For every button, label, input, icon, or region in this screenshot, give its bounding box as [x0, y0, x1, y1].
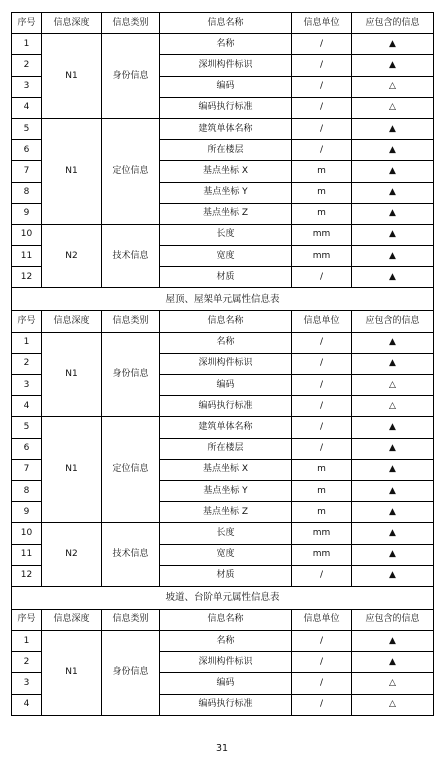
table-row [12, 34, 434, 55]
row-number: 3 [12, 375, 42, 396]
row-number: 12 [12, 267, 42, 288]
info-required: ▲ [352, 544, 434, 565]
info-unit: m [292, 182, 352, 203]
info-required: ▲ [352, 565, 434, 586]
info-unit: / [292, 673, 352, 694]
info-unit: mm [292, 523, 352, 544]
header-no: 序号 [12, 311, 42, 332]
header-required: 应包含的信息 [352, 13, 434, 34]
info-required: ▲ [352, 480, 434, 501]
info-required: ▲ [352, 55, 434, 76]
info-depth: N1 [42, 118, 102, 224]
row-number: 9 [12, 203, 42, 224]
info-depth: N2 [42, 224, 102, 288]
info-required: ▲ [352, 523, 434, 544]
info-required: ▲ [352, 140, 434, 161]
info-name: 建筑单体名称 [160, 417, 292, 438]
header-no: 序号 [12, 13, 42, 34]
info-unit: / [292, 565, 352, 586]
info-name: 基点坐标 Y [160, 480, 292, 501]
table-row [12, 224, 434, 245]
info-unit: m [292, 459, 352, 480]
info-required: ▲ [352, 502, 434, 523]
info-required: ▲ [352, 459, 434, 480]
header-category: 信息类别 [102, 609, 160, 630]
section-title-row [12, 586, 434, 609]
header-unit: 信息单位 [292, 609, 352, 630]
attribute-info-table [11, 12, 434, 716]
row-number: 7 [12, 459, 42, 480]
row-number: 10 [12, 523, 42, 544]
info-required: ▲ [352, 631, 434, 652]
info-unit: / [292, 396, 352, 417]
info-required: ▲ [352, 353, 434, 374]
info-name: 编码 [160, 76, 292, 97]
info-required: △ [352, 76, 434, 97]
info-unit: / [292, 76, 352, 97]
row-number: 6 [12, 438, 42, 459]
row-number: 4 [12, 97, 42, 118]
info-name: 深圳构件标识 [160, 652, 292, 673]
info-required: ▲ [352, 203, 434, 224]
info-name: 长度 [160, 224, 292, 245]
info-unit: / [292, 97, 352, 118]
table-body [12, 13, 434, 716]
info-unit: / [292, 353, 352, 374]
info-unit: m [292, 161, 352, 182]
header-depth: 信息深度 [42, 609, 102, 630]
info-unit: / [292, 417, 352, 438]
info-name: 编码 [160, 375, 292, 396]
header-category: 信息类别 [102, 311, 160, 332]
table-row [12, 417, 434, 438]
row-number: 7 [12, 161, 42, 182]
info-name: 基点坐标 Z [160, 502, 292, 523]
header-row [12, 609, 434, 630]
info-required: △ [352, 375, 434, 396]
info-required: ▲ [352, 34, 434, 55]
info-name: 名称 [160, 631, 292, 652]
header-name: 信息名称 [160, 13, 292, 34]
info-required: ▲ [352, 118, 434, 139]
info-name: 基点坐标 Z [160, 203, 292, 224]
row-number: 1 [12, 332, 42, 353]
info-unit: / [292, 652, 352, 673]
row-number: 12 [12, 565, 42, 586]
info-name: 名称 [160, 332, 292, 353]
info-category: 技术信息 [102, 523, 160, 587]
info-name: 深圳构件标识 [160, 353, 292, 374]
header-row [12, 311, 434, 332]
header-no: 序号 [12, 609, 42, 630]
info-name: 深圳构件标识 [160, 55, 292, 76]
info-name: 所在楼层 [160, 140, 292, 161]
info-required: ▲ [352, 182, 434, 203]
page-number: 31 [215, 743, 229, 754]
info-required: △ [352, 97, 434, 118]
info-unit: mm [292, 544, 352, 565]
section-title: 屋顶、屋架单元属性信息表 [12, 288, 434, 311]
header-depth: 信息深度 [42, 311, 102, 332]
row-number: 8 [12, 182, 42, 203]
row-number: 5 [12, 118, 42, 139]
info-unit: m [292, 480, 352, 501]
info-name: 基点坐标 X [160, 459, 292, 480]
info-unit: m [292, 203, 352, 224]
info-required: △ [352, 694, 434, 715]
info-required: ▲ [352, 224, 434, 245]
info-name: 长度 [160, 523, 292, 544]
info-required: ▲ [352, 246, 434, 267]
row-number: 10 [12, 224, 42, 245]
info-unit: mm [292, 246, 352, 267]
info-name: 编码执行标准 [160, 396, 292, 417]
info-required: ▲ [352, 438, 434, 459]
row-number: 1 [12, 631, 42, 652]
info-required: △ [352, 673, 434, 694]
header-row [12, 13, 434, 34]
info-unit: / [292, 267, 352, 288]
info-category: 身份信息 [102, 631, 160, 716]
info-name: 编码 [160, 673, 292, 694]
info-category: 定位信息 [102, 118, 160, 224]
header-unit: 信息单位 [292, 13, 352, 34]
header-depth: 信息深度 [42, 13, 102, 34]
table-row [12, 118, 434, 139]
info-name: 所在楼层 [160, 438, 292, 459]
row-number: 2 [12, 353, 42, 374]
row-number: 3 [12, 673, 42, 694]
info-category: 身份信息 [102, 332, 160, 417]
info-category: 技术信息 [102, 224, 160, 288]
info-unit: / [292, 375, 352, 396]
info-name: 材质 [160, 565, 292, 586]
info-name: 建筑单体名称 [160, 118, 292, 139]
info-required: ▲ [352, 267, 434, 288]
info-unit: mm [292, 224, 352, 245]
info-unit: / [292, 118, 352, 139]
info-name: 基点坐标 X [160, 161, 292, 182]
info-required: △ [352, 396, 434, 417]
row-number: 1 [12, 34, 42, 55]
header-name: 信息名称 [160, 311, 292, 332]
row-number: 5 [12, 417, 42, 438]
info-name: 宽度 [160, 544, 292, 565]
header-unit: 信息单位 [292, 311, 352, 332]
info-unit: / [292, 694, 352, 715]
info-name: 名称 [160, 34, 292, 55]
row-number: 4 [12, 694, 42, 715]
info-unit: / [292, 34, 352, 55]
info-category: 定位信息 [102, 417, 160, 523]
header-required: 应包含的信息 [352, 311, 434, 332]
row-number: 11 [12, 544, 42, 565]
row-number: 2 [12, 55, 42, 76]
header-required: 应包含的信息 [352, 609, 434, 630]
info-unit: / [292, 631, 352, 652]
info-depth: N1 [42, 417, 102, 523]
row-number: 6 [12, 140, 42, 161]
header-category: 信息类别 [102, 13, 160, 34]
row-number: 8 [12, 480, 42, 501]
header-name: 信息名称 [160, 609, 292, 630]
info-name: 基点坐标 Y [160, 182, 292, 203]
info-depth: N1 [42, 631, 102, 716]
table-row [12, 631, 434, 652]
table-row [12, 332, 434, 353]
info-unit: / [292, 140, 352, 161]
info-name: 材质 [160, 267, 292, 288]
info-depth: N1 [42, 34, 102, 119]
section-title-row [12, 288, 434, 311]
info-required: ▲ [352, 417, 434, 438]
info-depth: N1 [42, 332, 102, 417]
row-number: 4 [12, 396, 42, 417]
info-category: 身份信息 [102, 34, 160, 119]
row-number: 2 [12, 652, 42, 673]
row-number: 9 [12, 502, 42, 523]
info-name: 编码执行标准 [160, 694, 292, 715]
info-name: 编码执行标准 [160, 97, 292, 118]
info-unit: / [292, 332, 352, 353]
info-unit: / [292, 438, 352, 459]
info-required: ▲ [352, 161, 434, 182]
section-title: 坡道、台阶单元属性信息表 [12, 586, 434, 609]
row-number: 3 [12, 76, 42, 97]
info-depth: N2 [42, 523, 102, 587]
info-unit: / [292, 55, 352, 76]
info-required: ▲ [352, 652, 434, 673]
info-unit: m [292, 502, 352, 523]
row-number: 11 [12, 246, 42, 267]
table-row [12, 523, 434, 544]
info-required: ▲ [352, 332, 434, 353]
info-name: 宽度 [160, 246, 292, 267]
